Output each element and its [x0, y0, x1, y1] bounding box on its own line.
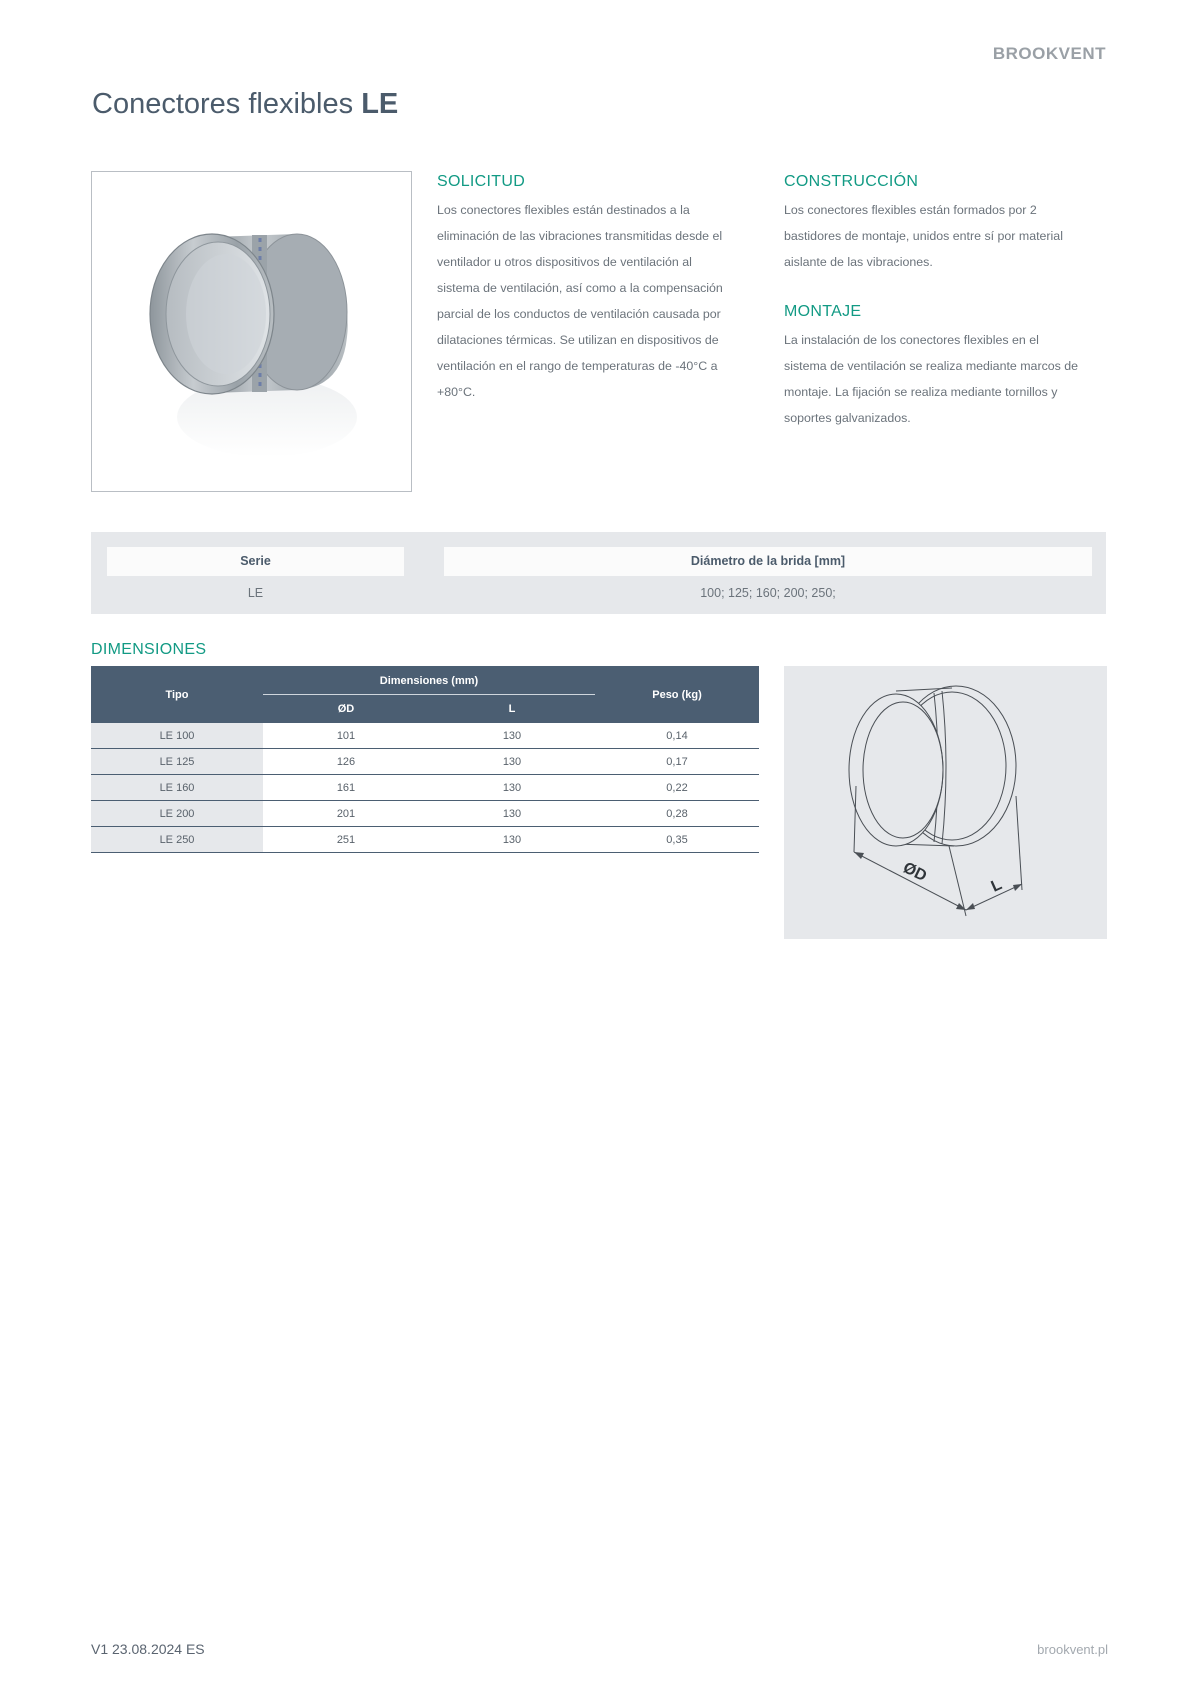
cell-tipo: LE 250	[91, 827, 263, 853]
footer-website-link[interactable]: brookvent.pl	[1037, 1642, 1108, 1657]
cell-od: 201	[263, 801, 429, 827]
cell-peso: 0,22	[595, 775, 759, 801]
header-tipo: Tipo	[91, 666, 263, 723]
table-row	[91, 723, 759, 749]
cell-tipo: LE 100	[91, 723, 263, 749]
section-construccion-text: Los conectores flexibles están formados por 2 bastidores de montaje, unidos entre sí por material aislante de las vibraciones.	[784, 203, 1063, 269]
section-solicitud-heading: SOLICITUD	[437, 173, 526, 190]
technical-drawing	[784, 666, 1107, 939]
series-value-serie: LE	[247, 586, 264, 600]
brand-logo: BROOKVENT	[992, 44, 1106, 63]
page-title	[92, 88, 398, 121]
table-row	[91, 801, 759, 827]
series-header-diameter: Diámetro de la brida [mm]	[444, 547, 1092, 576]
cell-od: 101	[263, 723, 429, 749]
section-solicitud-text: Los conectores flexibles están destinados a la eliminación de las vibraciones transmitidas desde el ventilador u otros dispositivos de ventilación al sistema de ventilación, así como a la compensación parcial de los conductos de ventilación causada por dilataciones térmicas. Se utilizan en dispositivos de ventilación en el rango de temperaturas de -40°C a +80°C.	[437, 203, 723, 399]
dimensions-table	[91, 666, 759, 853]
cell-od: 251	[263, 827, 429, 853]
cell-l: 130	[429, 827, 595, 853]
header-l: L	[429, 695, 595, 723]
footer-version: V1 23.08.2024 ES	[91, 1641, 205, 1657]
cell-od: 161	[263, 775, 429, 801]
table-row	[91, 749, 759, 775]
cell-od: 126	[263, 749, 429, 775]
dimensions-title: DIMENSIONES	[91, 641, 207, 658]
section-construccion-heading: CONSTRUCCIÓN	[784, 173, 919, 190]
cell-tipo: LE 160	[91, 775, 263, 801]
series-value-diameter: 100; 125; 160; 200; 250;	[700, 586, 836, 600]
connector-dimension-drawing	[784, 666, 1107, 939]
cell-l: 130	[429, 801, 595, 827]
page-title-series: LE	[361, 88, 399, 120]
flexible-connector-illustration	[92, 172, 413, 493]
page-title-main: Conectores flexibles	[92, 88, 354, 120]
cell-l: 130	[429, 749, 595, 775]
cell-peso: 0,14	[595, 723, 759, 749]
table-row	[91, 775, 759, 801]
series-header-serie: Serie	[107, 547, 404, 576]
section-montaje	[784, 303, 1084, 431]
section-montaje-heading: MONTAJE	[784, 303, 862, 320]
table-row	[91, 827, 759, 853]
header-od: ØD	[263, 695, 429, 723]
cell-peso: 0,35	[595, 827, 759, 853]
section-construccion	[784, 173, 1084, 275]
cell-peso: 0,28	[595, 801, 759, 827]
cell-tipo: LE 125	[91, 749, 263, 775]
header-dimensiones-label: Dimensiones (mm)	[379, 674, 479, 687]
product-photo	[91, 171, 412, 492]
drawing-label-od: ØD	[900, 859, 930, 886]
header-dimensiones	[263, 666, 595, 695]
drawing-label-l: L	[988, 876, 1005, 896]
series-table	[91, 532, 1106, 614]
cell-l: 130	[429, 723, 595, 749]
section-solicitud	[437, 173, 737, 405]
header-peso: Peso (kg)	[595, 666, 759, 723]
cell-l: 130	[429, 775, 595, 801]
cell-peso: 0,17	[595, 749, 759, 775]
section-montaje-text: La instalación de los conectores flexibles en el sistema de ventilación se realiza mediante marcos de montaje. La fijación se realiza mediante tornillos y soportes galvanizados.	[784, 333, 1079, 425]
cell-tipo: LE 200	[91, 801, 263, 827]
